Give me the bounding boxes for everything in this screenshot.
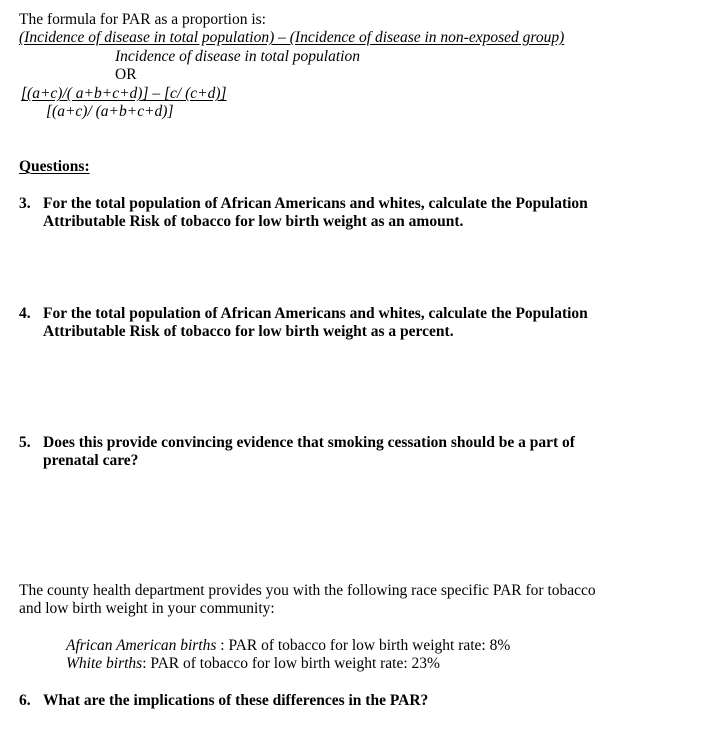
county-intro-line2: and low birth weight in your community: [19, 600, 275, 617]
formula-alt-numerator: [(a+c)/( a+b+c+d)] – [c/ (c+d)] [21, 85, 227, 102]
formula-denominator: Incidence of disease in total population [115, 48, 360, 65]
white-label: White births [66, 655, 143, 672]
question-number: 5. [19, 434, 31, 451]
par-white [66, 655, 440, 673]
question-text: For the total population of African Americans and whites, calculate the Population Attributable Risk of tobacco for low birth weight as an amount. [43, 195, 588, 230]
aa-value: : PAR of tobacco for low birth weight rate: 8% [216, 637, 511, 654]
formula-numerator: (Incidence of disease in total population) – (Incidence of disease in non-exposed group) [19, 29, 565, 46]
question-text: Does this provide convincing evidence that smoking cessation should be a part of prenatal care? [43, 434, 575, 469]
question-number: 6. [19, 692, 31, 709]
formula-intro: The formula for PAR as a proportion is: [19, 11, 266, 28]
white-value: : PAR of tobacco for low birth weight rate: 23% [142, 655, 440, 672]
formula-alt-denominator: [(a+c)/ (a+b+c+d)] [46, 103, 174, 120]
question-text: What are the implications of these differences in the PAR? [43, 692, 429, 709]
county-intro-line1: The county health department provides you with the following race specific PAR for tobacco [19, 582, 596, 599]
question-text: For the total population of African Americans and whites, calculate the Population Attributable Risk of tobacco for low birth weight as a percent. [43, 305, 588, 340]
formula-or: OR [115, 66, 137, 83]
question-number: 3. [19, 195, 31, 212]
par-african-american [66, 637, 510, 655]
questions-heading: Questions: [19, 158, 90, 175]
question-number: 4. [19, 305, 31, 322]
aa-label: African American births [66, 637, 217, 654]
